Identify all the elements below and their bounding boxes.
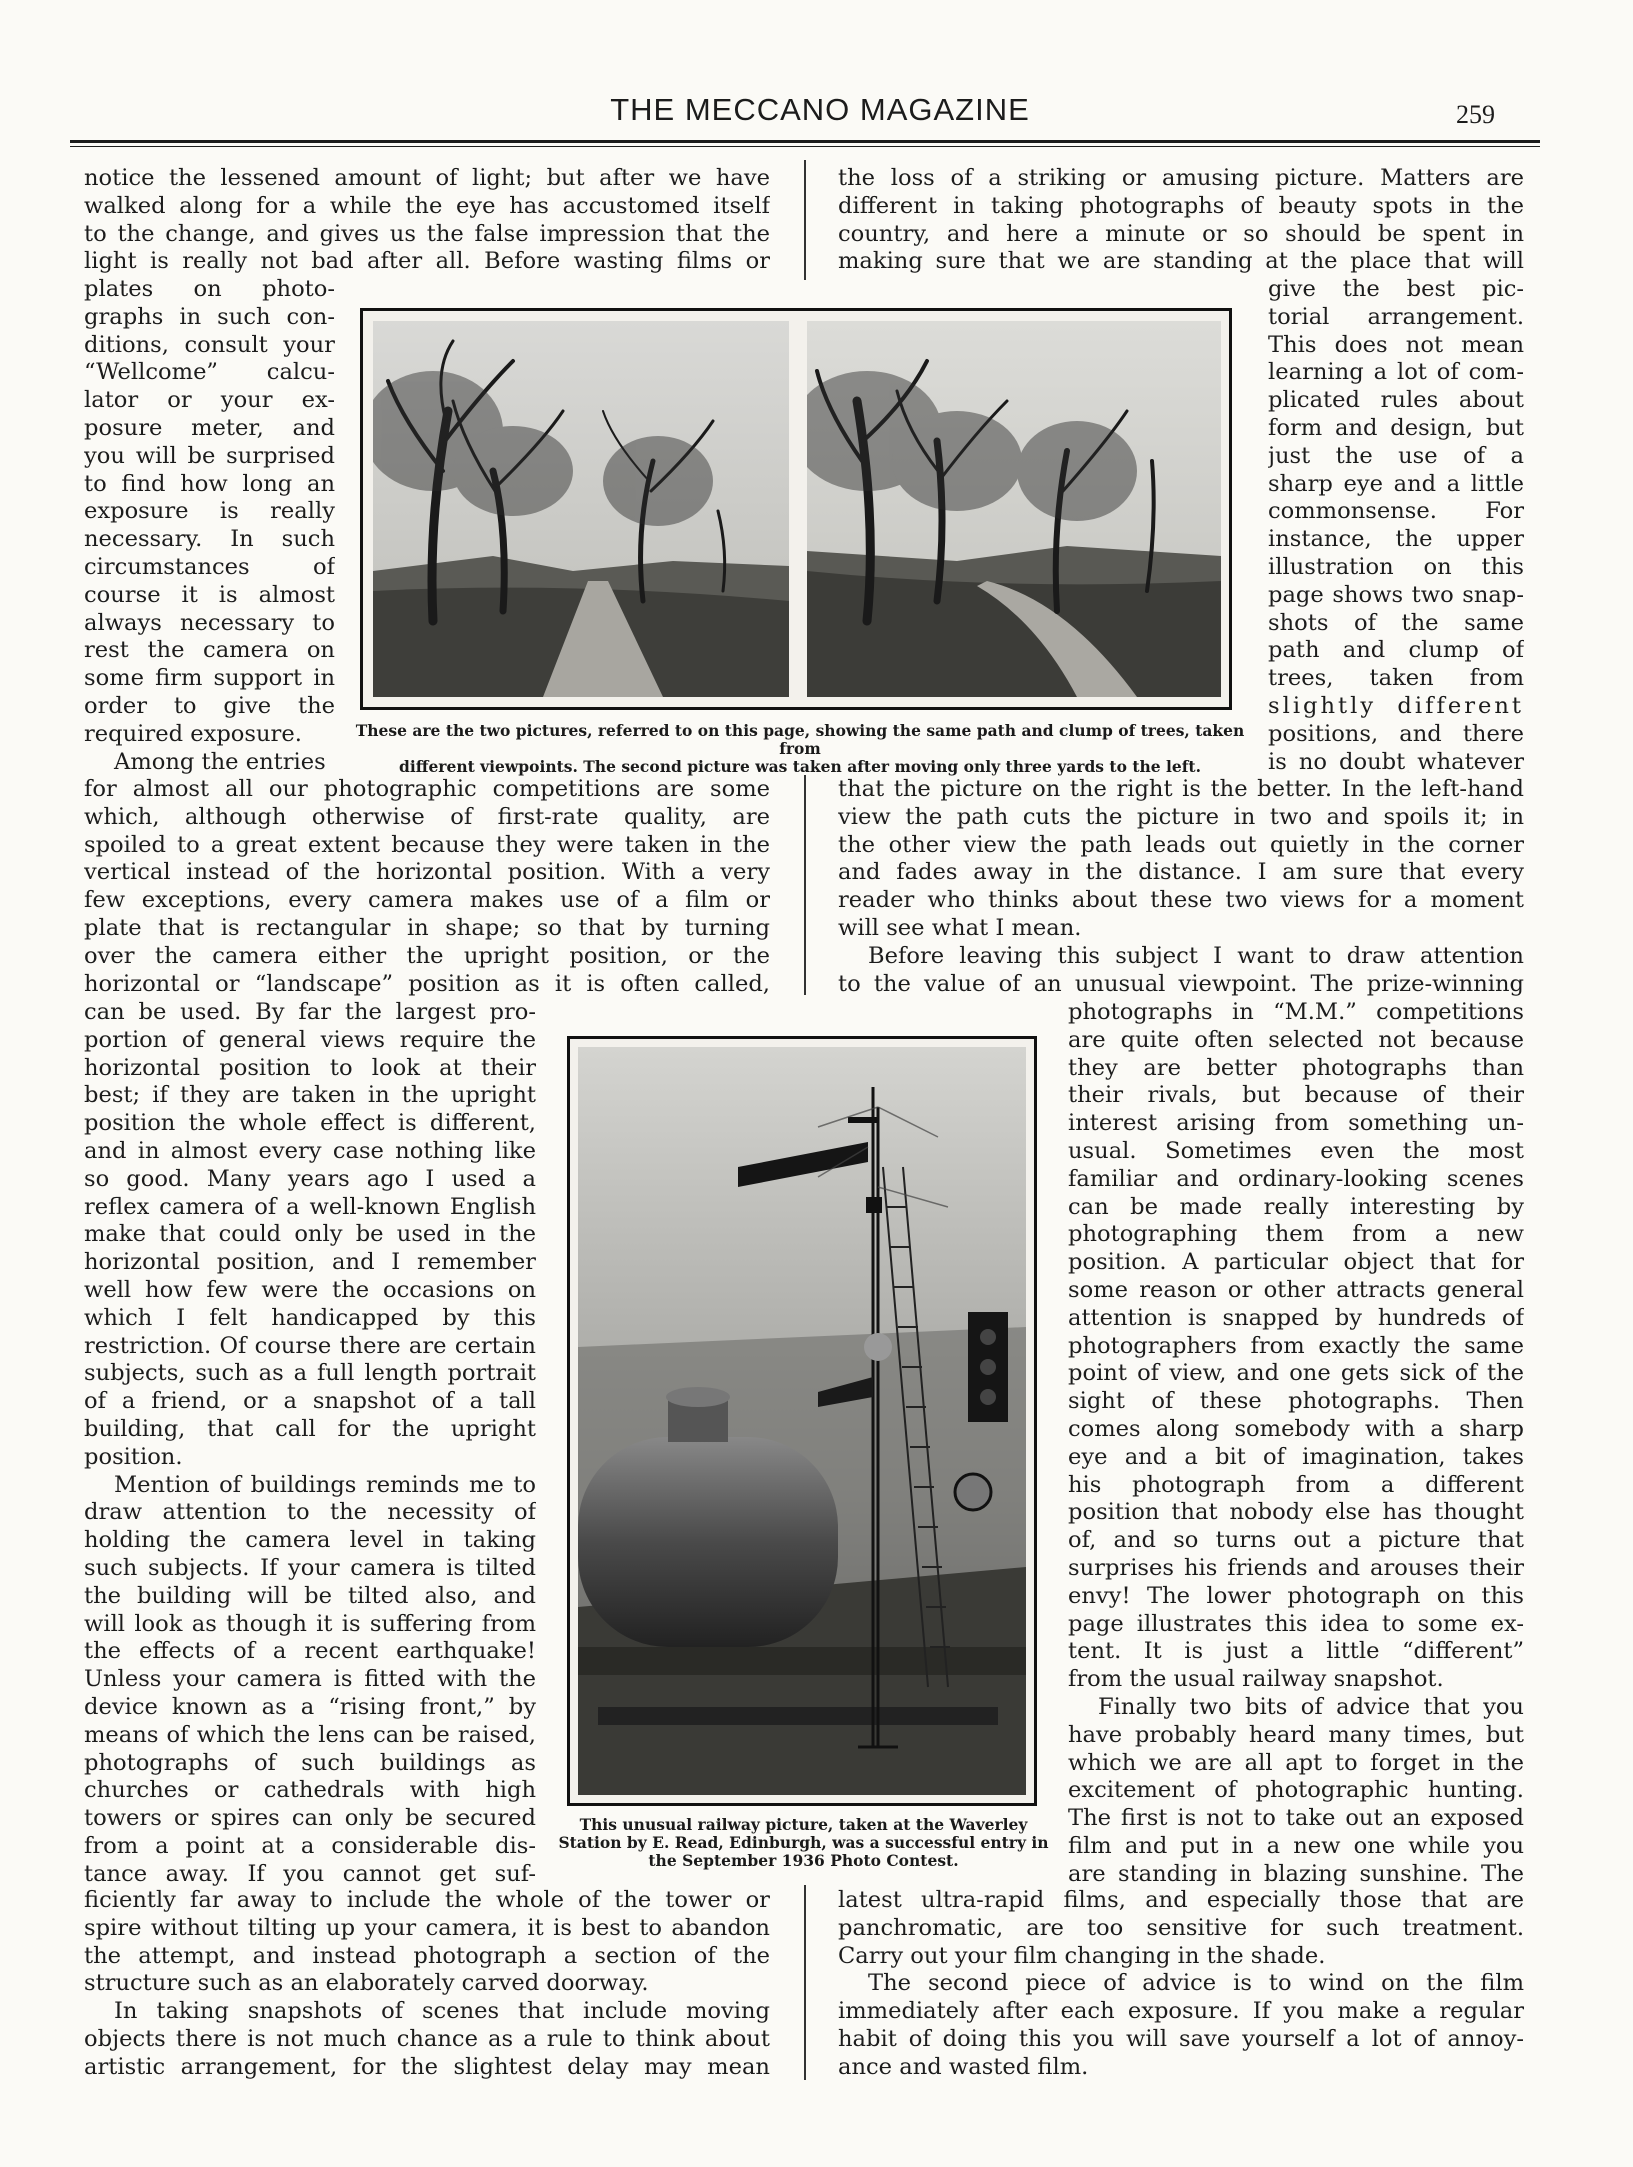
railway-photo-frame <box>567 1036 1037 1806</box>
railway-signal-photo <box>578 1047 1026 1795</box>
text-left-narrow-top: plates on photo- graphs in such con- ditions, consult your “Wellcome” calcu- lator or your ex- posure meter, and you will be surprised to find how long an exposure is really necessary. In such circumstances of course it is almost always necessary to rest the camera on some firm support in order to give the required exposure. Among the entries <box>84 276 335 775</box>
header-rule <box>70 140 1540 147</box>
railway-photo-caption: This unusual railway picture, taken at the Waverley Station by E. Read, Edinburgh, was a successful entry in the September 1936 Photo Contest. <box>558 1815 1049 1870</box>
text-right-narrow-top: give the best pic- torial arrangement. This does not mean learning a lot of com- plicated rules about form and design, but just the use of a sharp eye and a little commonsense. For instance, the upper illustration on this page shows two snap- shots of the same path and clump of trees, taken from slightly different positions, and there is no doubt whatever <box>1268 276 1524 775</box>
text-right-bottom: latest ultra-rapid films, and especially those that are panchromatic, are too sensitive for such treatment. Carry out your film changing in the shade. The second piece of advice is to wind on the film immediately after each exposure. If you make a regular habit of doing this you will save yourself a lot of annoy- ance and wasted film. <box>838 1887 1524 2080</box>
text-left-narrow-bottom: can be used. By far the largest pro- portion of general views require the horizontal position to look at their best; if they are taken in the upright position the whole effect is different, and in almost every case nothing like so good. Many years ago I used a reflex camera of a well-known English make that could only be used in the horizontal position, and I remember well how few were the occasions on which I felt handicapped by this restriction. Of course there are certain subjects, such as a full length portrait of a friend, or a snapshot of a tall building, that call for the upright position. Mention of buildings reminds me to draw attention to the necessity of holding the camera level in taking such subjects. If your camera is tilted the building will be tilted also, and will look as though it is suffering from the effects of a recent earthquake! Unless your camera is fitted with the device known as a “rising front,” by means of which the lens can be raised, photographs of such buildings as churches or cathedrals with high towers or spires can only be secured from a point at a considerable dis- tance away. If you cannot get suf- <box>84 999 536 1887</box>
text-right-narrow-bottom: photographs in “M.M.” competitions are quite often selected not because they are better photographs than their rivals, but because of their interest arising from something un- usual. Sometimes even the most familiar and ordinary-looking scenes can be made really interesting by photographing them from a new position. A particular object that for some reason or other attracts general attention is snapped by hundreds of photographers from exactly the same point of view, and one gets sick of the sight of these photographs. Then comes along somebody with a sharp eye and a bit of imagination, takes his photograph from a different position that nobody else has thought of, and so turns out a picture that surprises his friends and arouses their envy! The lower photograph on this page illustrates this idea to some ex- tent. It is just a little “different” from the usual railway snapshot. Finally two bits of advice that you have probably heard many times, but which we are all apt to forget in the excitement of photographic hunting. The first is not to take out an exposed film and put in a new one while you are standing in blazing sunshine. The <box>1068 999 1524 1887</box>
text-right-mid: that the picture on the right is the better. In the left-hand view the path cuts the picture in two and spoils it; in the other view the path leads out quietly in the corner and fades away in the distance. I am sure that every reader who thinks about these two views for a moment will see what I mean. Before leaving this subject I want to draw attention to the value of an unusual viewpoint. The prize-winning <box>838 776 1524 997</box>
top-photos-divider <box>793 311 801 707</box>
column-rule-top <box>804 160 806 280</box>
text-right-top: the loss of a striking or amusing picture. Matters are different in taking photographs of beauty spots in the country, and here a minute or so should be spent in making sure that we are standing at the place that will <box>838 165 1524 275</box>
trees-photo-left <box>373 321 789 697</box>
text-left-top: notice the lessened amount of light; but after we have walked along for a while the eye has accustomed itself to the change, and gives us the false impression that the light is really not bad after all. Before wasting films or <box>84 165 770 275</box>
magazine-title: THE MECCANO MAGAZINE <box>610 92 1030 127</box>
column-rule-middle <box>804 775 806 995</box>
top-photos-frame <box>360 308 1232 710</box>
top-photos-caption: These are the two pictures, referred to on this page, showing the same path and clump of trees, taken from different viewpoints. The second picture was taken after moving only three yards to the left. <box>355 721 1245 776</box>
text-left-bottom: ficiently far away to include the whole of the tower or spire without tilting up your camera, it is best to abandon the attempt, and instead photograph a section of the structure such as an elaborately carved doorway. In taking snapshots of scenes that include moving objects there is not much chance as a rule to think about artistic arrangement, for the slightest delay may mean <box>84 1887 770 2080</box>
page-number: 259 <box>1456 100 1495 129</box>
column-rule-bottom <box>804 1885 806 2080</box>
trees-photo-right <box>807 321 1221 697</box>
text-left-mid: for almost all our photographic competitions are some which, although otherwise of first-rate quality, are spoiled to a great extent because they were taken in the vertical instead of the horizontal position. With a very few exceptions, every camera makes use of a film or plate that is rectangular in shape; so that by turning over the camera either the upright position, or the horizontal or “landscape” position as it is often called, <box>84 776 770 997</box>
